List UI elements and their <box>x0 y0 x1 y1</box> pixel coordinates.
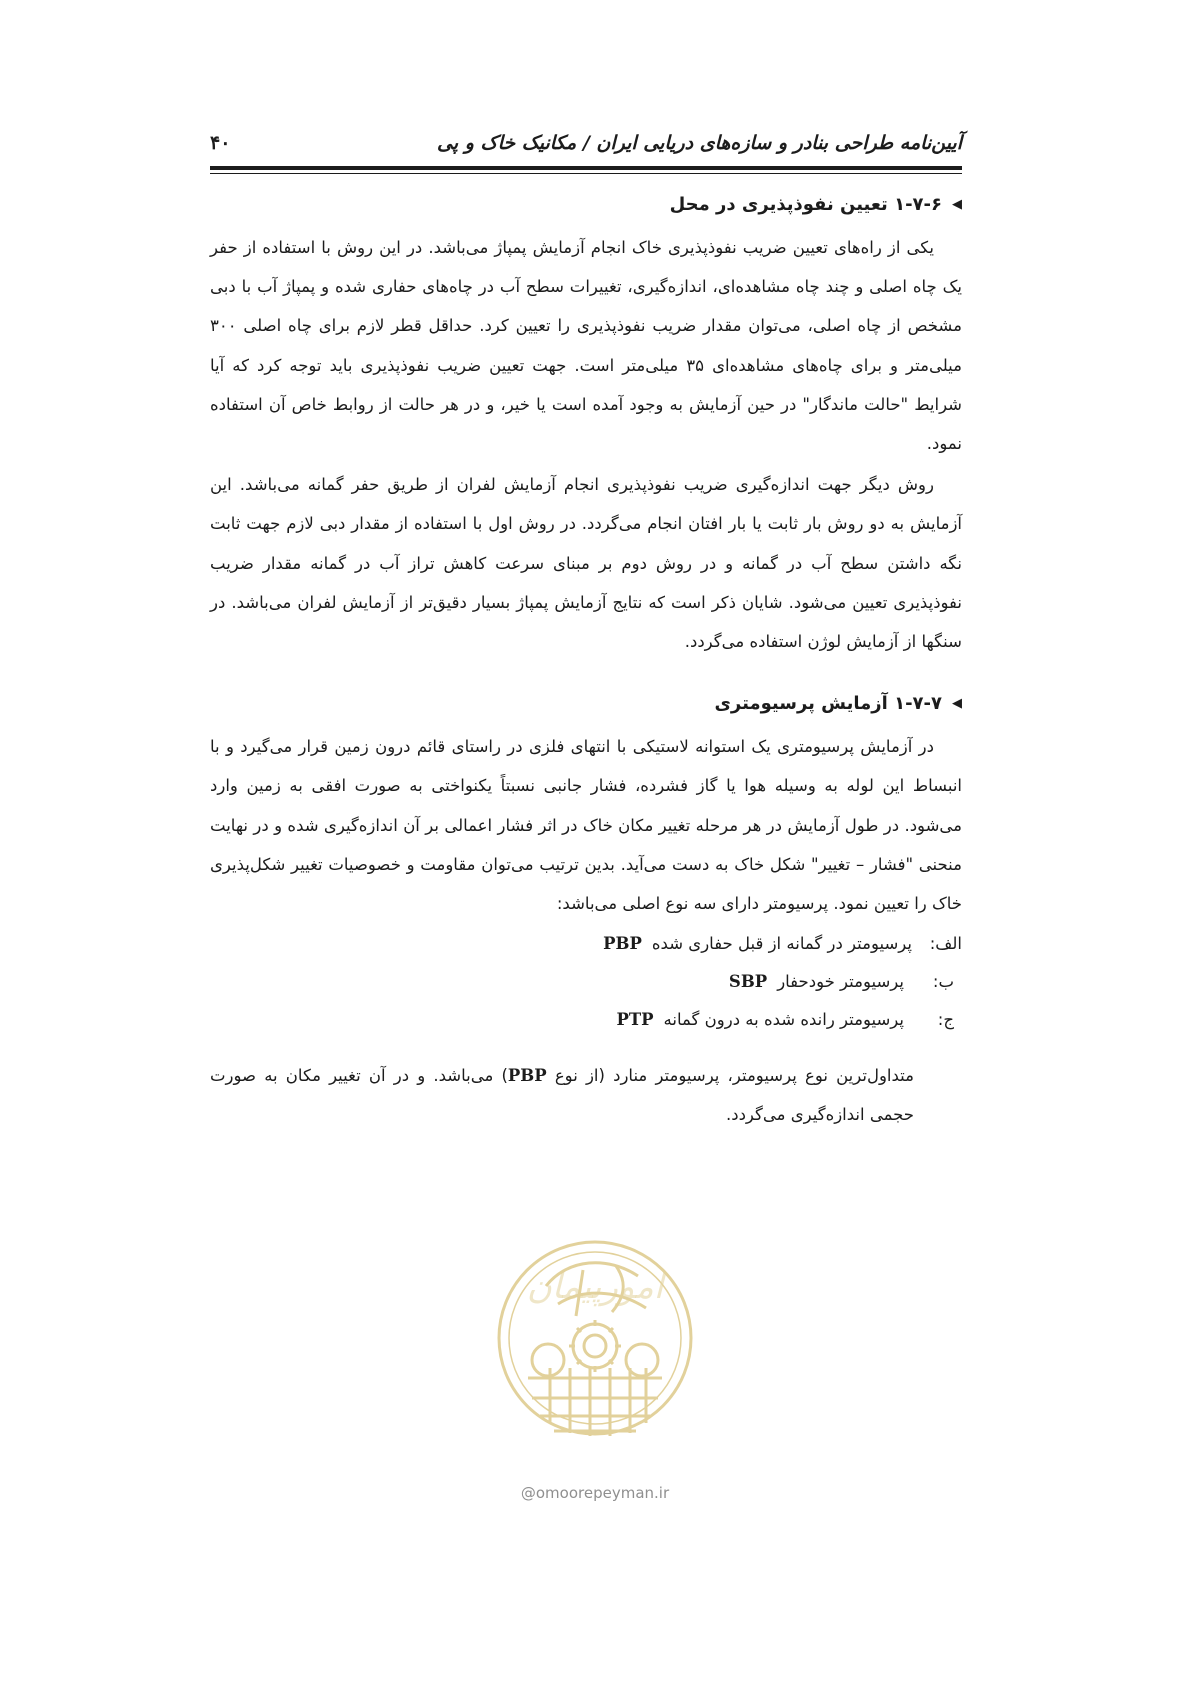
list-item-code: PBP <box>603 934 642 954</box>
trailing-text-end: ) می‌باشد. و در آن تغییر مکان به صورت حجمی اندازه‌گیری می‌گردد. <box>210 1065 914 1124</box>
list-item-text: پرسیومتر در گمانه از قبل حفاری شده <box>651 934 912 954</box>
section-marker-icon: ◀ <box>952 696 962 712</box>
watermark-logo <box>488 1228 702 1478</box>
watermark-url: @omoorepeyman.ir <box>520 1484 670 1502</box>
running-header-title: آیین‌نامه طراحی بنادر و سازه‌های دریایی ایران / مکانیک خاک و پی <box>437 132 962 154</box>
list-item-label: الف: <box>929 934 962 954</box>
list-item-text: پرسیومتر رانده شده به درون گمانه <box>663 1010 904 1030</box>
section-heading-text: ۱-۷-۶ تعیین نفوذپذیری در محل <box>669 194 942 215</box>
section-marker-icon: ◀ <box>952 197 962 212</box>
header-rule-thin <box>210 173 962 174</box>
header-rule-thick <box>210 166 962 170</box>
section-heading <box>210 188 962 222</box>
trailing-paragraph <box>210 1056 914 1134</box>
list-item <box>210 963 954 1001</box>
page-number: ۴۰ <box>210 132 231 154</box>
trailing-code: PBP <box>507 1065 547 1085</box>
running-header <box>210 128 962 162</box>
section-heading-text: ۱-۷-۷ آزمایش پرسیومتری <box>714 693 942 715</box>
list-item <box>210 1001 954 1039</box>
list-item <box>210 925 962 963</box>
list-item-label: ب: <box>932 972 954 992</box>
page-body <box>210 188 962 1150</box>
paragraph: در آزمایش پرسیومتری یک استوانه لاستیکی با انتهای فلزی در راستای قائم درون زمین قرار می‌گیرد و با انبساط این لوله به وسیله هوا یا گاز فشرده، فشار جانبی نسبتاً یکنواختی به صورت افقی به زمین وارد می‌شود. در طول آزمایش در هر مرحله تغییر مکان خاک در اثر فشار اعمالی بر آن اندازه‌گیری شده و در نهایت منحنی "فشار – تغییر" شکل خاک به دست می‌آید. بدین ترتیب می‌توان مقاومت و خصوصیات تغییر شکل‌پذیری خاک را تعیین نمود. پرسیومتر دارای سه نوع اصلی می‌باشد: <box>210 737 962 914</box>
trailing-text-start: متداول‌ترین نوع پرسیومتر، پرسیومتر منارد (از نوع <box>546 1065 914 1085</box>
watermark-logo-text: امورپیمان <box>526 1267 664 1307</box>
list-item-label: ج: <box>937 1010 954 1030</box>
list-item-code: PTP <box>616 1010 654 1030</box>
paragraph: روش دیگر جهت اندازه‌گیری ضریب نفوذپذیری انجام آزمایش لفران از طریق حفر گمانه می‌باشد. این آزمایش به دو روش بار ثابت یا بار افتان انجام می‌گردد. در روش اول با استفاده از مقدار دبی لازم جهت ثابت نگه داشتن سطح آب در گمانه و در روش دوم بر مبنای سرعت کاهش تراز آب در گمانه مقدار ضریب نفوذپذیری تعیین می‌شود. شایان ذکر است که نتایج آزمایش پمپاژ بسیار دقیق‌تر از آزمایش لفران می‌باشد. در سنگها از آزمایش لوژن استفاده می‌گردد. <box>210 475 962 652</box>
section-heading <box>210 687 962 721</box>
list-item-code: SBP <box>728 972 768 992</box>
list-item-text: پرسیومتر خودحفار <box>777 972 904 992</box>
paragraph: یکی از راه‌های تعیین ضریب نفوذپذیری خاک انجام آزمایش پمپاژ می‌باشد. در این روش با استفاده از حفر یک چاه اصلی و چند چاه مشاهده‌ای، اندازه‌گیری، تغییرات سطح آب در چاه‌های حفاری شده و پمپاژ آب با دبی مشخص از چاه اصلی، می‌توان مقدار ضریب نفوذپذیری را تعیین کرد. حداقل قطر لازم برای چاه اصلی ۳۰۰ میلی‌متر و برای چاه‌های مشاهده‌ای ۳۵ میلی‌متر است. جهت تعیین ضریب نفوذپذیری باید توجه کرد که آیا شرایط "حالت ماندگار" در حین آزمایش به وجود آمده است یا خیر، و در هر حالت از روابط خاص آن استفاده نمود. <box>210 238 962 454</box>
